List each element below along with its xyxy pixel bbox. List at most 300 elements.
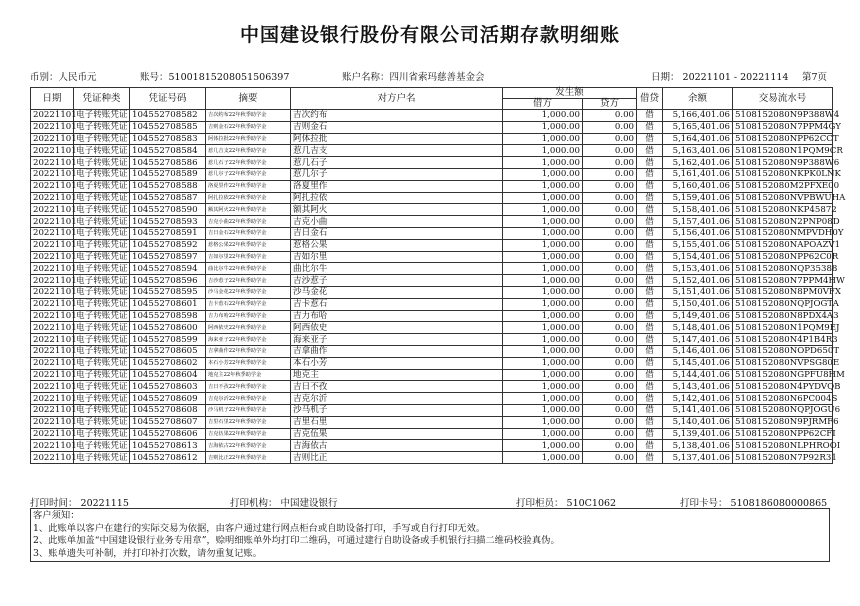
- row-date: 20221101: [31, 133, 74, 145]
- table-row: [31, 393, 833, 405]
- row-credit: 0.00: [583, 369, 637, 381]
- table-row: [31, 145, 833, 157]
- row-balance: 5,164,401.06: [663, 133, 733, 145]
- row-balance: 5,154,401.06: [663, 251, 733, 263]
- row-summary: 阿西依史22年秋季助学金: [206, 322, 291, 334]
- header-date: 日期: [31, 88, 74, 110]
- ledger-body: [31, 110, 846, 464]
- row-voucher-no: 104552708589: [130, 168, 206, 180]
- row-voucher-no: 104552708592: [130, 239, 206, 251]
- row-voucher-type: 电子转账凭证: [74, 322, 130, 334]
- row-debit: 1,000.00: [503, 263, 583, 275]
- row-debit: 1,000.00: [503, 357, 583, 369]
- row-counterparty: 阿扎拉依: [291, 192, 503, 204]
- row-credit: 0.00: [583, 204, 637, 216]
- row-date: 20221101: [31, 251, 74, 263]
- row-date: 20221101: [31, 275, 74, 287]
- row-voucher-type: 电子转账凭证: [74, 227, 130, 239]
- row-serial: 5108152080N9PJRMF6: [733, 416, 833, 428]
- row-counterparty: 吉克小曲: [291, 216, 503, 228]
- print-time: 打印时间： 20221115: [30, 498, 129, 509]
- account-name: 账户名称：四川省索玛慈善基金会: [342, 72, 485, 83]
- row-voucher-no: 104552708609: [130, 393, 206, 405]
- row-credit: 0.00: [583, 157, 637, 169]
- row-serial: 5108152080NKP45872: [733, 204, 833, 216]
- row-voucher-type: 电子转账凭证: [74, 440, 130, 452]
- row-debit: 1,000.00: [503, 298, 583, 310]
- table-row: [31, 275, 833, 287]
- row-debit: 1,000.00: [503, 322, 583, 334]
- table-row: [31, 286, 833, 298]
- row-voucher-type: 电子转账凭证: [74, 263, 130, 275]
- row-dc: 借: [637, 180, 663, 192]
- row-dc: 借: [637, 440, 663, 452]
- row-balance: 5,142,401.06: [663, 393, 733, 405]
- row-serial: 5108152080M2PFXE00: [733, 180, 833, 192]
- row-voucher-no: 104552708595: [130, 286, 206, 298]
- header-serial: 交易流水号: [733, 88, 833, 110]
- notes-item: 3、账单遗失可补制，并打印补打次数，请勿重复记账。: [33, 547, 263, 559]
- row-debit: 1,000.00: [503, 345, 583, 357]
- document-title: 中国建设银行股份有限公司活期存款明细账: [239, 24, 620, 46]
- notes-item: 1、此账单以客户在建行的实际交易为依据，由客户通过建行网点柜台或自助设备打印，手写或自行打印无效。: [33, 522, 486, 534]
- row-debit: 1,000.00: [503, 145, 583, 157]
- row-debit: 1,000.00: [503, 251, 583, 263]
- table-row: [31, 121, 833, 133]
- row-date: 20221101: [31, 216, 74, 228]
- row-balance: 5,166,401.06: [663, 110, 733, 122]
- row-summary: 吉如尔里22年秋季助学金: [206, 251, 291, 263]
- header-summary: 摘要: [206, 88, 291, 110]
- row-balance: 5,145,401.06: [663, 357, 733, 369]
- row-counterparty: 海来亚子: [291, 334, 503, 346]
- row-credit: 0.00: [583, 263, 637, 275]
- row-summary: 吉日不孜22年秋季助学金: [206, 381, 291, 393]
- row-date: 20221101: [31, 180, 74, 192]
- row-balance: 5,156,401.06: [663, 227, 733, 239]
- row-counterparty: 吉克伍果: [291, 428, 503, 440]
- row-date: 20221101: [31, 345, 74, 357]
- row-voucher-no: 104552708605: [130, 345, 206, 357]
- header-counterparty: 对方户名: [291, 88, 503, 110]
- row-debit: 1,000.00: [503, 452, 583, 464]
- row-serial: 5108152080NVPSG80E: [733, 357, 833, 369]
- row-balance: 5,160,401.06: [663, 180, 733, 192]
- row-summary: 吉克伍果22年秋季助学金: [206, 428, 291, 440]
- row-dc: 借: [637, 452, 663, 464]
- row-voucher-type: 电子转账凭证: [74, 192, 130, 204]
- table-row: [31, 227, 833, 239]
- table-row: [31, 251, 833, 263]
- row-voucher-type: 电子转账凭证: [74, 251, 130, 263]
- row-serial: 5108152080NKPK0LNK: [733, 168, 833, 180]
- row-credit: 0.00: [583, 404, 637, 416]
- row-debit: 1,000.00: [503, 133, 583, 145]
- row-counterparty: 吉力布哈: [291, 310, 503, 322]
- row-voucher-no: 104552708603: [130, 381, 206, 393]
- row-debit: 1,000.00: [503, 381, 583, 393]
- row-voucher-type: 电子转账凭证: [74, 404, 130, 416]
- row-serial: 5108152080N6PC004S: [733, 393, 833, 405]
- row-balance: 5,141,401.06: [663, 404, 733, 416]
- row-date: 20221101: [31, 110, 74, 122]
- row-voucher-no: 104552708590: [130, 204, 206, 216]
- row-balance: 5,163,401.06: [663, 145, 733, 157]
- row-summary: 吉沙惹子22年秋季助学金: [206, 275, 291, 287]
- row-balance: 5,149,401.06: [663, 310, 733, 322]
- row-summary: 本石小芳22年秋季助学金: [206, 357, 291, 369]
- row-voucher-no: 104552708607: [130, 416, 206, 428]
- row-dc: 借: [637, 227, 663, 239]
- row-debit: 1,000.00: [503, 428, 583, 440]
- notes-item: 2、此账单加盖“中国建设银行业务专用章”，赊明细账单外均打印二维码，可通过建行自助设备或手机银行扫描二维码校验真伪。: [33, 535, 560, 546]
- row-debit: 1,000.00: [503, 216, 583, 228]
- row-balance: 5,144,401.06: [663, 369, 733, 381]
- row-voucher-type: 电子转账凭证: [74, 286, 130, 298]
- notes-heading: 客户须知：: [33, 510, 80, 521]
- row-summary: 惹几石子22年秋季助学金: [206, 157, 291, 169]
- row-serial: 5108152080NVPBWUHA: [733, 192, 833, 204]
- row-serial: 5108152080NLPHROOI: [733, 440, 833, 452]
- row-voucher-no: 104552708613: [130, 440, 206, 452]
- header-voucher-type: 凭证种类: [74, 88, 130, 110]
- row-counterparty: 沙马机子: [291, 404, 503, 416]
- table-row: [31, 192, 833, 204]
- row-credit: 0.00: [583, 216, 637, 228]
- row-dc: 借: [637, 192, 663, 204]
- row-serial: 5108152080NOPD650T: [733, 345, 833, 357]
- row-summary: 额其阿火22年秋季助学金: [206, 204, 291, 216]
- row-credit: 0.00: [583, 416, 637, 428]
- row-debit: 1,000.00: [503, 192, 583, 204]
- row-date: 20221101: [31, 192, 74, 204]
- row-voucher-no: 104552708586: [130, 157, 206, 169]
- row-dc: 借: [637, 251, 663, 263]
- row-credit: 0.00: [583, 357, 637, 369]
- row-serial: 5108152080N9P388W4: [733, 110, 833, 122]
- row-counterparty: 额其阿火: [291, 204, 503, 216]
- print-org: 打印机构： 中国建设银行: [230, 498, 338, 509]
- row-balance: 5,162,401.06: [663, 157, 733, 169]
- row-summary: 吉拿曲作22年秋季助学金: [206, 345, 291, 357]
- row-voucher-type: 电子转账凭证: [74, 345, 130, 357]
- row-debit: 1,000.00: [503, 310, 583, 322]
- row-date: 20221101: [31, 440, 74, 452]
- row-date: 20221101: [31, 393, 74, 405]
- row-credit: 0.00: [583, 239, 637, 251]
- row-date: 20221101: [31, 157, 74, 169]
- row-balance: 5,155,401.06: [663, 239, 733, 251]
- row-summary: 吉则金石22年秋季助学金: [206, 121, 291, 133]
- row-credit: 0.00: [583, 227, 637, 239]
- row-counterparty: 吉次约布: [291, 110, 503, 122]
- row-voucher-type: 电子转账凭证: [74, 204, 130, 216]
- table-row: [31, 334, 833, 346]
- row-balance: 5,150,401.06: [663, 298, 733, 310]
- row-debit: 1,000.00: [503, 157, 583, 169]
- row-dc: 借: [637, 404, 663, 416]
- row-credit: 0.00: [583, 345, 637, 357]
- print-counter: 打印柜员： 510C1062: [516, 498, 617, 509]
- table-row: [31, 440, 833, 452]
- currency-label: 币别：人民币元: [30, 72, 97, 83]
- account-info: [30, 69, 830, 83]
- row-dc: 借: [637, 322, 663, 334]
- row-serial: 5108152080N4PYDVQB: [733, 381, 833, 393]
- row-dc: 借: [637, 121, 663, 133]
- row-debit: 1,000.00: [503, 286, 583, 298]
- row-debit: 1,000.00: [503, 369, 583, 381]
- row-balance: 5,139,401.06: [663, 428, 733, 440]
- row-voucher-no: 104552708602: [130, 357, 206, 369]
- row-debit: 1,000.00: [503, 168, 583, 180]
- row-dc: 借: [637, 416, 663, 428]
- row-dc: 借: [637, 263, 663, 275]
- row-balance: 5,146,401.06: [663, 345, 733, 357]
- row-voucher-type: 电子转账凭证: [74, 381, 130, 393]
- row-credit: 0.00: [583, 334, 637, 346]
- row-summary: 沙马机子22年秋季助学金: [206, 404, 291, 416]
- row-voucher-type: 电子转账凭证: [74, 298, 130, 310]
- row-summary: 吉卡惹石22年秋季助学金: [206, 298, 291, 310]
- row-summary: 沙马金花22年秋季助学金: [206, 286, 291, 298]
- row-date: 20221101: [31, 381, 74, 393]
- row-date: 20221101: [31, 334, 74, 346]
- row-serial: 5108152080N7PPM4GY: [733, 121, 833, 133]
- row-dc: 借: [637, 168, 663, 180]
- row-credit: 0.00: [583, 251, 637, 263]
- row-date: 20221101: [31, 369, 74, 381]
- account-number: 账号：51001815208051506397: [140, 72, 290, 83]
- row-credit: 0.00: [583, 110, 637, 122]
- row-voucher-no: 104552708593: [130, 216, 206, 228]
- row-date: 20221101: [31, 263, 74, 275]
- customer-notes: [30, 508, 830, 562]
- row-counterparty: 惹几吉支: [291, 145, 503, 157]
- row-voucher-no: 104552708588: [130, 180, 206, 192]
- row-voucher-type: 电子转账凭证: [74, 334, 130, 346]
- row-voucher-type: 电子转账凭证: [74, 428, 130, 440]
- row-balance: 5,161,401.06: [663, 168, 733, 180]
- row-credit: 0.00: [583, 393, 637, 405]
- row-voucher-type: 电子转账凭证: [74, 133, 130, 145]
- row-summary: 吉日金石22年秋季助学金: [206, 227, 291, 239]
- table-row: [31, 357, 833, 369]
- row-debit: 1,000.00: [503, 204, 583, 216]
- row-debit: 1,000.00: [503, 334, 583, 346]
- row-dc: 借: [637, 334, 663, 346]
- row-voucher-no: 104552708596: [130, 275, 206, 287]
- row-serial: 5108152080NAPOAZV1: [733, 239, 833, 251]
- row-credit: 0.00: [583, 192, 637, 204]
- row-voucher-type: 电子转账凭证: [74, 357, 130, 369]
- row-counterparty: 吉日不孜: [291, 381, 503, 393]
- row-dc: 借: [637, 275, 663, 287]
- header-voucher-no: 凭证号码: [130, 88, 206, 110]
- row-debit: 1,000.00: [503, 121, 583, 133]
- row-serial: 5108152080NQPJOGTA: [733, 298, 833, 310]
- row-date: 20221101: [31, 428, 74, 440]
- row-counterparty: 吉卡惹石: [291, 298, 503, 310]
- row-date: 20221101: [31, 286, 74, 298]
- row-counterparty: 本石小芳: [291, 357, 503, 369]
- table-row: [31, 204, 833, 216]
- table-row: [31, 416, 833, 428]
- row-credit: 0.00: [583, 286, 637, 298]
- row-date: 20221101: [31, 168, 74, 180]
- row-serial: 5108152080N7P92R31: [733, 452, 833, 464]
- row-dc: 借: [637, 310, 663, 322]
- date-range: 日期： 20221101 - 20221114: [651, 72, 789, 83]
- header-amount: 发生额: [503, 88, 637, 99]
- header-credit: 贷方: [583, 99, 637, 110]
- table-row: [31, 381, 833, 393]
- row-serial: 5108152080N4P1B4R3: [733, 334, 833, 346]
- row-serial: 5108152080NGPFU8HM: [733, 369, 833, 381]
- table-row: [31, 133, 833, 145]
- row-counterparty: 吉则金石: [291, 121, 503, 133]
- row-serial: 5108152080NMPVDH0Y: [733, 227, 833, 239]
- row-voucher-no: 104552708608: [130, 404, 206, 416]
- row-voucher-no: 104552708612: [130, 452, 206, 464]
- table-row: [31, 369, 833, 381]
- ledger-table: [30, 87, 846, 464]
- row-summary: 曲比尔牛22年秋季助学金: [206, 263, 291, 275]
- row-voucher-type: 电子转账凭证: [74, 168, 130, 180]
- row-dc: 借: [637, 286, 663, 298]
- row-debit: 1,000.00: [503, 404, 583, 416]
- table-row: [31, 180, 833, 192]
- row-counterparty: 吉沙惹子: [291, 275, 503, 287]
- row-credit: 0.00: [583, 381, 637, 393]
- table-row: [31, 404, 833, 416]
- row-debit: 1,000.00: [503, 110, 583, 122]
- row-credit: 0.00: [583, 440, 637, 452]
- row-credit: 0.00: [583, 168, 637, 180]
- row-summary: 吉里石里22年秋季助学金: [206, 416, 291, 428]
- row-voucher-type: 电子转账凭证: [74, 369, 130, 381]
- row-dc: 借: [637, 345, 663, 357]
- row-balance: 5,152,401.06: [663, 275, 733, 287]
- row-debit: 1,000.00: [503, 393, 583, 405]
- row-dc: 借: [637, 110, 663, 122]
- table-row: [31, 452, 833, 464]
- row-dc: 借: [637, 428, 663, 440]
- row-summary: 吉克尔沂22年秋季助学金: [206, 393, 291, 405]
- row-counterparty: 吉拿曲作: [291, 345, 503, 357]
- row-counterparty: 吉日金石: [291, 227, 503, 239]
- row-balance: 5,153,401.06: [663, 263, 733, 275]
- table-row: [31, 298, 833, 310]
- row-date: 20221101: [31, 416, 74, 428]
- row-summary: 吉力布哈22年秋季助学金: [206, 310, 291, 322]
- table-row: [31, 310, 833, 322]
- row-voucher-no: 104552708599: [130, 334, 206, 346]
- table-row: [31, 428, 833, 440]
- row-serial: 5108152080N9P388W6: [733, 157, 833, 169]
- row-counterparty: 阿体拉批: [291, 133, 503, 145]
- row-date: 20221101: [31, 404, 74, 416]
- header-dc: 借贷: [637, 88, 663, 110]
- row-counterparty: 惹格公果: [291, 239, 503, 251]
- row-dc: 借: [637, 239, 663, 251]
- row-summary: 吉克小曲22年秋季助学金: [206, 216, 291, 228]
- row-counterparty: 吉克尔沂: [291, 393, 503, 405]
- row-summary: 惹格公果22年秋季助学金: [206, 239, 291, 251]
- row-counterparty: 曲比尔牛: [291, 263, 503, 275]
- row-date: 20221101: [31, 310, 74, 322]
- row-serial: 5108152080N8PDX4A3: [733, 310, 833, 322]
- row-debit: 1,000.00: [503, 275, 583, 287]
- row-dc: 借: [637, 216, 663, 228]
- row-voucher-no: 104552708584: [130, 145, 206, 157]
- row-dc: 借: [637, 393, 663, 405]
- row-summary: 海来亚子22年秋季助学金: [206, 334, 291, 346]
- row-credit: 0.00: [583, 322, 637, 334]
- row-voucher-type: 电子转账凭证: [74, 393, 130, 405]
- row-voucher-no: 104552708598: [130, 310, 206, 322]
- row-summary: 吉海依古22年秋季助学金: [206, 440, 291, 452]
- row-serial: 5108152080NPP62C0R: [733, 251, 833, 263]
- row-voucher-type: 电子转账凭证: [74, 180, 130, 192]
- row-voucher-no: 104552708587: [130, 192, 206, 204]
- row-credit: 0.00: [583, 428, 637, 440]
- row-voucher-type: 电子转账凭证: [74, 216, 130, 228]
- table-row: [31, 216, 833, 228]
- row-voucher-type: 电子转账凭证: [74, 145, 130, 157]
- row-summary: 洛夏里作22年秋季助学金: [206, 180, 291, 192]
- row-balance: 5,151,401.06: [663, 286, 733, 298]
- row-voucher-type: 电子转账凭证: [74, 157, 130, 169]
- row-debit: 1,000.00: [503, 440, 583, 452]
- row-voucher-type: 电子转账凭证: [74, 416, 130, 428]
- row-serial: 5108152080NPP62CFI: [733, 428, 833, 440]
- row-voucher-type: 电子转账凭证: [74, 452, 130, 464]
- row-voucher-type: 电子转账凭证: [74, 310, 130, 322]
- row-serial: 5108152080N7PPM4HW: [733, 275, 833, 287]
- row-date: 20221101: [31, 121, 74, 133]
- row-dc: 借: [637, 145, 663, 157]
- row-summary: 吉次约布22年秋季助学金: [206, 110, 291, 122]
- row-dc: 借: [637, 204, 663, 216]
- row-serial: 5108152080NQPJOGU6: [733, 404, 833, 416]
- row-serial: 5108152080N1PQM9EJ: [733, 322, 833, 334]
- row-balance: 5,165,401.06: [663, 121, 733, 133]
- row-date: 20221101: [31, 357, 74, 369]
- row-date: 20221101: [31, 322, 74, 334]
- row-voucher-no: 104552708606: [130, 428, 206, 440]
- row-counterparty: 吉如尔里: [291, 251, 503, 263]
- print-info: [30, 495, 830, 509]
- row-voucher-no: 104552708600: [130, 322, 206, 334]
- row-credit: 0.00: [583, 145, 637, 157]
- table-row: [31, 263, 833, 275]
- row-summary: 阿扎拉依22年秋季助学金: [206, 192, 291, 204]
- table-row: [31, 110, 833, 122]
- row-balance: 5,140,401.06: [663, 416, 733, 428]
- row-balance: 5,148,401.06: [663, 322, 733, 334]
- row-balance: 5,159,401.06: [663, 192, 733, 204]
- row-summary: 惹几吉支22年秋季助学金: [206, 145, 291, 157]
- row-counterparty: 惹几尔子: [291, 168, 503, 180]
- row-counterparty: 沙马金花: [291, 286, 503, 298]
- row-voucher-type: 电子转账凭证: [74, 239, 130, 251]
- row-credit: 0.00: [583, 180, 637, 192]
- row-summary: 惹几尔子22年秋季助学金: [206, 168, 291, 180]
- row-serial: 5108152080NQP35388: [733, 263, 833, 275]
- row-date: 20221101: [31, 204, 74, 216]
- row-date: 20221101: [31, 452, 74, 464]
